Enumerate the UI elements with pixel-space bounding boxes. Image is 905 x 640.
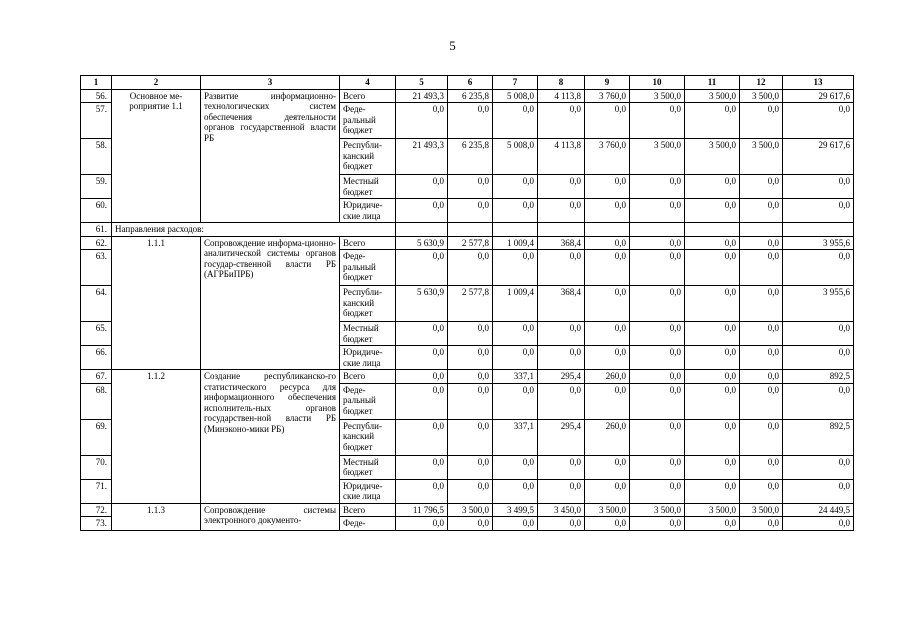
value-cell: 892,5	[783, 419, 854, 455]
value-cell: 5 630,9	[396, 236, 448, 250]
value-cell: 295,4	[538, 370, 585, 384]
value-cell: 0,0	[630, 370, 685, 384]
activity-description: Развитие информационно-технологических систем обеспечения деятельности органов государственной власти РБ	[201, 89, 340, 223]
column-header: 3	[201, 76, 340, 90]
value-cell: 0,0	[448, 322, 493, 346]
column-header: 1	[81, 76, 112, 90]
budget-table	[80, 75, 854, 531]
value-cell: 0,0	[448, 199, 493, 223]
row-number: 60.	[81, 199, 112, 223]
value-cell: 0,0	[740, 286, 783, 322]
value-cell: 0,0	[538, 479, 585, 503]
column-header: 10	[630, 76, 685, 90]
value-cell: 260,0	[585, 370, 630, 384]
value-cell: 0,0	[685, 370, 740, 384]
value-cell: 3 450,0	[538, 503, 585, 517]
value-cell: 0,0	[585, 517, 630, 531]
value-cell: 3 500,0	[585, 503, 630, 517]
value-cell: 1 009,4	[493, 236, 538, 250]
value-cell: 0,0	[685, 236, 740, 250]
value-cell: 5 008,0	[493, 139, 538, 175]
value-cell: 0,0	[740, 103, 783, 139]
value-cell: 0,0	[783, 346, 854, 370]
funding-source: Всего	[340, 236, 396, 250]
value-cell: 3 500,0	[630, 139, 685, 175]
value-cell: 337,1	[493, 370, 538, 384]
value-cell: 0,0	[685, 250, 740, 286]
value-cell: 3 500,0	[740, 139, 783, 175]
value-cell: 0,0	[630, 199, 685, 223]
value-cell: 0,0	[585, 455, 630, 479]
funding-source: Юридиче-ские лица	[340, 346, 396, 370]
value-cell: 337,1	[493, 419, 538, 455]
value-cell: 0,0	[448, 175, 493, 199]
value-cell: 0,0	[685, 175, 740, 199]
value-cell: 29 617,6	[783, 139, 854, 175]
row-number: 56.	[81, 89, 112, 103]
value-cell: 0,0	[740, 250, 783, 286]
value-cell: 0,0	[740, 455, 783, 479]
table-row	[81, 223, 854, 237]
row-number: 68.	[81, 383, 112, 419]
value-cell: 0,0	[783, 103, 854, 139]
value-cell: 5 008,0	[493, 89, 538, 103]
table-header-row	[81, 76, 854, 90]
value-cell: 0,0	[396, 322, 448, 346]
value-cell: 3 500,0	[685, 139, 740, 175]
row-number: 70.	[81, 455, 112, 479]
value-cell: 0,0	[538, 199, 585, 223]
table-row	[81, 503, 854, 517]
value-cell: 892,5	[783, 370, 854, 384]
value-cell: 3 760,0	[585, 139, 630, 175]
activity-description: Создание республиканско-го статистического ресурса для информационного обеспечения исполнитель-ных органов государствен-ной власти РБ (Минэконо-мики РБ)	[201, 370, 340, 504]
empty-cell	[493, 223, 538, 237]
empty-cell	[783, 223, 854, 237]
value-cell: 0,0	[396, 455, 448, 479]
value-cell: 0,0	[783, 175, 854, 199]
value-cell: 0,0	[740, 370, 783, 384]
value-cell: 0,0	[783, 322, 854, 346]
value-cell: 3 500,0	[740, 89, 783, 103]
value-cell: 0,0	[493, 479, 538, 503]
value-cell: 295,4	[538, 419, 585, 455]
value-cell: 0,0	[630, 346, 685, 370]
activity-description: Сопровождение системы электронного документо-	[201, 503, 340, 530]
value-cell: 3 500,0	[685, 503, 740, 517]
value-cell: 0,0	[448, 346, 493, 370]
page-number: 5	[449, 38, 456, 53]
value-cell: 0,0	[685, 286, 740, 322]
value-cell: 0,0	[630, 286, 685, 322]
column-header: 4	[340, 76, 396, 90]
value-cell: 0,0	[493, 517, 538, 531]
row-number: 65.	[81, 322, 112, 346]
value-cell: 0,0	[783, 517, 854, 531]
value-cell: 3 500,0	[448, 503, 493, 517]
funding-source: Юридиче-ские лица	[340, 199, 396, 223]
value-cell: 24 449,5	[783, 503, 854, 517]
funding-source: Юридиче-ские лица	[340, 479, 396, 503]
value-cell: 0,0	[685, 419, 740, 455]
value-cell: 0,0	[630, 322, 685, 346]
value-cell: 0,0	[740, 322, 783, 346]
value-cell: 0,0	[685, 199, 740, 223]
value-cell: 21 493,3	[396, 139, 448, 175]
section-label: Направления расходов:	[112, 223, 396, 237]
value-cell: 0,0	[783, 250, 854, 286]
column-header: 2	[112, 76, 201, 90]
funding-source: Феде-ральный бюджет	[340, 103, 396, 139]
value-cell: 4 113,8	[538, 139, 585, 175]
value-cell: 0,0	[630, 250, 685, 286]
value-cell: 0,0	[630, 103, 685, 139]
column-header: 7	[493, 76, 538, 90]
empty-cell	[448, 223, 493, 237]
value-cell: 4 113,8	[538, 89, 585, 103]
value-cell: 6 235,8	[448, 139, 493, 175]
value-cell: 0,0	[783, 479, 854, 503]
table-row	[81, 89, 854, 103]
value-cell: 0,0	[740, 175, 783, 199]
value-cell: 3 955,6	[783, 236, 854, 250]
funding-source: Феде-	[340, 517, 396, 531]
funding-source: Местный бюджет	[340, 322, 396, 346]
value-cell: 0,0	[630, 383, 685, 419]
row-number: 59.	[81, 175, 112, 199]
column-header: 8	[538, 76, 585, 90]
value-cell: 0,0	[630, 236, 685, 250]
value-cell: 0,0	[630, 175, 685, 199]
value-cell: 3 499,5	[493, 503, 538, 517]
value-cell: 0,0	[396, 199, 448, 223]
activity-code: 1.1.2	[112, 370, 201, 504]
value-cell: 0,0	[783, 199, 854, 223]
value-cell: 0,0	[493, 199, 538, 223]
value-cell: 0,0	[538, 455, 585, 479]
value-cell: 0,0	[538, 175, 585, 199]
row-number: 57.	[81, 103, 112, 139]
value-cell: 0,0	[396, 479, 448, 503]
value-cell: 3 500,0	[630, 89, 685, 103]
empty-cell	[630, 223, 685, 237]
value-cell: 0,0	[448, 383, 493, 419]
activity-code: 1.1.1	[112, 236, 201, 370]
column-header: 6	[448, 76, 493, 90]
value-cell: 0,0	[538, 103, 585, 139]
row-number: 67.	[81, 370, 112, 384]
funding-source: Республи-канский бюджет	[340, 286, 396, 322]
row-number: 71.	[81, 479, 112, 503]
table-row	[81, 370, 854, 384]
value-cell: 0,0	[685, 346, 740, 370]
funding-source: Всего	[340, 89, 396, 103]
funding-source: Феде-ральный бюджет	[340, 250, 396, 286]
value-cell: 0,0	[538, 346, 585, 370]
funding-source: Республи-канский бюджет	[340, 139, 396, 175]
row-number: 69.	[81, 419, 112, 455]
empty-cell	[538, 223, 585, 237]
value-cell: 2 577,8	[448, 286, 493, 322]
column-header: 12	[740, 76, 783, 90]
value-cell: 0,0	[630, 419, 685, 455]
value-cell: 0,0	[740, 479, 783, 503]
value-cell: 11 796,5	[396, 503, 448, 517]
value-cell: 29 617,6	[783, 89, 854, 103]
value-cell: 0,0	[396, 517, 448, 531]
value-cell: 0,0	[740, 236, 783, 250]
value-cell: 0,0	[448, 479, 493, 503]
activity-code: Основное ме-роприятие 1.1	[112, 89, 201, 223]
value-cell: 0,0	[685, 322, 740, 346]
value-cell: 0,0	[630, 455, 685, 479]
value-cell: 0,0	[630, 479, 685, 503]
funding-source: Местный бюджет	[340, 455, 396, 479]
value-cell: 260,0	[585, 419, 630, 455]
value-cell: 1 009,4	[493, 286, 538, 322]
value-cell: 0,0	[538, 322, 585, 346]
row-number: 64.	[81, 286, 112, 322]
value-cell: 0,0	[783, 383, 854, 419]
row-number: 66.	[81, 346, 112, 370]
value-cell: 0,0	[538, 517, 585, 531]
row-number: 61.	[81, 223, 112, 237]
value-cell: 0,0	[585, 199, 630, 223]
value-cell: 0,0	[740, 419, 783, 455]
value-cell: 0,0	[585, 175, 630, 199]
value-cell: 0,0	[585, 250, 630, 286]
funding-source: Всего	[340, 370, 396, 384]
value-cell: 0,0	[448, 103, 493, 139]
row-number: 62.	[81, 236, 112, 250]
value-cell: 0,0	[493, 175, 538, 199]
column-header: 11	[685, 76, 740, 90]
value-cell: 0,0	[493, 383, 538, 419]
empty-cell	[685, 223, 740, 237]
activity-code: 1.1.3	[112, 503, 201, 530]
value-cell: 0,0	[685, 455, 740, 479]
value-cell: 5 630,9	[396, 286, 448, 322]
activity-description: Сопровождение информа-ционно-аналитической системы органов государ-ственной власти РБ (АГРБиПРБ)	[201, 236, 340, 370]
value-cell: 0,0	[448, 419, 493, 455]
funding-source: Республи-канский бюджет	[340, 419, 396, 455]
value-cell: 0,0	[630, 517, 685, 531]
empty-cell	[740, 223, 783, 237]
value-cell: 0,0	[585, 479, 630, 503]
value-cell: 0,0	[538, 383, 585, 419]
funding-source: Местный бюджет	[340, 175, 396, 199]
value-cell: 0,0	[585, 286, 630, 322]
value-cell: 0,0	[493, 322, 538, 346]
value-cell: 0,0	[740, 199, 783, 223]
value-cell: 3 500,0	[740, 503, 783, 517]
value-cell: 0,0	[585, 103, 630, 139]
value-cell: 0,0	[740, 517, 783, 531]
value-cell: 21 493,3	[396, 89, 448, 103]
value-cell: 0,0	[493, 103, 538, 139]
value-cell: 0,0	[396, 103, 448, 139]
value-cell: 0,0	[685, 383, 740, 419]
value-cell: 0,0	[585, 346, 630, 370]
value-cell: 0,0	[448, 455, 493, 479]
value-cell: 0,0	[685, 103, 740, 139]
row-number: 58.	[81, 139, 112, 175]
row-number: 72.	[81, 503, 112, 517]
value-cell: 3 955,6	[783, 286, 854, 322]
row-number: 73.	[81, 517, 112, 531]
value-cell: 0,0	[585, 383, 630, 419]
value-cell: 0,0	[448, 370, 493, 384]
value-cell: 0,0	[396, 250, 448, 286]
value-cell: 0,0	[685, 517, 740, 531]
funding-source: Феде-ральный бюджет	[340, 383, 396, 419]
column-header: 5	[396, 76, 448, 90]
value-cell: 0,0	[783, 455, 854, 479]
value-cell: 6 235,8	[448, 89, 493, 103]
value-cell: 0,0	[493, 455, 538, 479]
value-cell: 3 760,0	[585, 89, 630, 103]
funding-source: Всего	[340, 503, 396, 517]
value-cell: 368,4	[538, 286, 585, 322]
value-cell: 3 500,0	[630, 503, 685, 517]
value-cell: 0,0	[448, 250, 493, 286]
value-cell: 0,0	[396, 346, 448, 370]
value-cell: 0,0	[448, 517, 493, 531]
value-cell: 0,0	[740, 383, 783, 419]
table-row	[81, 236, 854, 250]
value-cell: 368,4	[538, 236, 585, 250]
value-cell: 0,0	[538, 250, 585, 286]
value-cell: 0,0	[493, 250, 538, 286]
value-cell: 0,0	[585, 322, 630, 346]
value-cell: 0,0	[585, 236, 630, 250]
value-cell: 0,0	[493, 346, 538, 370]
empty-cell	[585, 223, 630, 237]
value-cell: 0,0	[685, 479, 740, 503]
value-cell: 0,0	[396, 175, 448, 199]
value-cell: 0,0	[396, 419, 448, 455]
column-header: 9	[585, 76, 630, 90]
value-cell: 2 577,8	[448, 236, 493, 250]
value-cell: 0,0	[396, 370, 448, 384]
column-header: 13	[783, 76, 854, 90]
value-cell: 0,0	[740, 346, 783, 370]
value-cell: 0,0	[396, 383, 448, 419]
empty-cell	[396, 223, 448, 237]
value-cell: 3 500,0	[685, 89, 740, 103]
row-number: 63.	[81, 250, 112, 286]
